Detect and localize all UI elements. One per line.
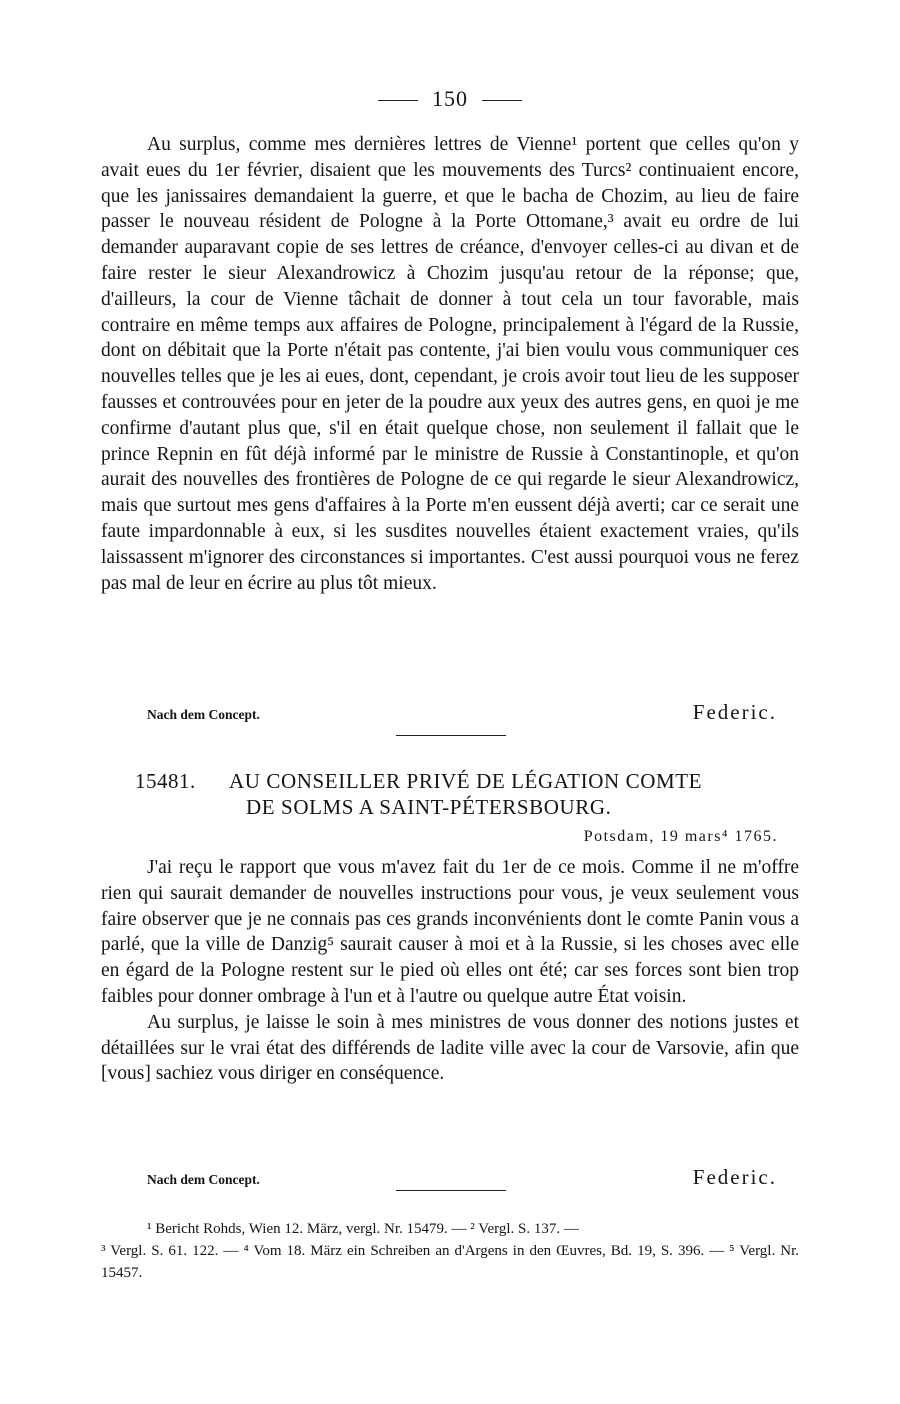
footnote-divider	[396, 1190, 506, 1191]
footnote-line1: ¹ Bericht Rohds, Wien 12. März, vergl. Nr. 15479. — ² Vergl. S. 137. —	[147, 1221, 579, 1237]
letter1-paragraph: Au surplus, comme mes dernières lettres de Vienne¹ portent que celles qu'on y avait eues du 1er février, disaient que les mouvements des Turcs² continuaient encore, que les janissaires demandaient la guerre, et que le bacha de Chozim, au lieu de faire passer le nouveau résident de Pologne à la Porte Ottomane,³ avait eu ordre de lui demander auparavant copie de ses lettres de créance, d'envoyer celles-ci au divan et de faire rester le sieur Alexandrowicz à Chozim jusqu'au retour de la réponse; que, d'ailleurs, la cour de Vienne tâchait de donner à tout cela un tour favorable, mais contraire en même temps aux affaires de Pologne, principalement à l'égard de la Russie, dont on débitait que la Porte n'était pas contente, j'ai bien voulu vous communiquer ces nouvelles telles que je les ai eues, dont, cependant, je crois avoir tout lieu de les supposer fausses et controuvées pour en jeter de la poudre aux yeux des autres gens, en quoi je me confirme d'autant plus que, s'il en était quelque chose, non seulement il fallait que le prince Repnin en fût déjà informé par le ministre de Russie à Constantinople, et qu'on aurait des nouvelles des frontières de Pologne de ce qui regarde le sieur Alexandrowicz, mais que surtout mes gens d'affaires à la Porte m'en eussent déjà averti; car ce serait une faute impardonnable à eux, si les susdites nouvelles étaient exactement vraies, qu'ils laissassent m'ignorer des circonstances si importantes. C'est aussi pourquoi vous ne ferez pas mal de leur en écrire au plus tôt mieux.	[101, 134, 799, 594]
letter2-heading-line2: DE SOLMS A SAINT-PÉTERSBOURG.	[246, 795, 612, 819]
letter2-dateline: Potsdam, 19 mars⁴ 1765.	[583, 828, 778, 845]
letter2-signature: Federic.	[692, 1165, 777, 1189]
letter2-heading-line1: AU CONSEILLER PRIVÉ DE LÉGATION COMTE	[229, 769, 703, 793]
letter2-signature-line	[101, 1165, 799, 1191]
page-number-line	[0, 86, 900, 112]
page-number-dash-left	[378, 100, 418, 101]
section-divider	[396, 735, 506, 736]
letter1-signature: Federic.	[692, 700, 777, 724]
letter1-signature-line	[101, 700, 799, 726]
page-number-dash-right	[482, 100, 522, 101]
letter2-paragraph1: J'ai reçu le rapport que vous m'avez fait du 1er de ce mois. Comme il ne m'offre rien qui saurait demander de nouvelles instructions pour vous, je veux seulement vous faire observer que je ne connais pas ces grands inconvénients dont le comte Panin vous a parlé, que la ville de Danzig⁵ saurait causer à moi et à la Russie, si les choses avec elle en égard de la Pologne restent sur le pied où elles ont été; car ses forces sont bien trop faibles pour donner ombrage à l'un et à l'autre ou quelque autre État voisin.	[101, 857, 799, 1007]
footnotes	[101, 1218, 799, 1284]
letter2-number: 15481.	[135, 769, 196, 793]
letter1-body	[101, 132, 799, 596]
letter2-source-note: Nach dem Concept.	[147, 1172, 260, 1187]
page-number: 150	[432, 86, 468, 111]
letter1-source-note: Nach dem Concept.	[147, 707, 260, 722]
letter2-body	[101, 855, 799, 1087]
footnote-line2: ³ Vergl. S. 61. 122. — ⁴ Vom 18. März ein Schreiben an d'Argens in den Œuvres, Bd. 19, S. 396. — ⁵ Vergl. Nr. 15457.	[101, 1243, 799, 1281]
letter2-paragraph2: Au surplus, je laisse le soin à mes ministres de vous donner des notions justes et détaillées sur le vrai état des différends de ladite ville avec la cour de Varsovie, afin que [vous] sachiez vous diriger en conséquence.	[101, 1011, 799, 1085]
